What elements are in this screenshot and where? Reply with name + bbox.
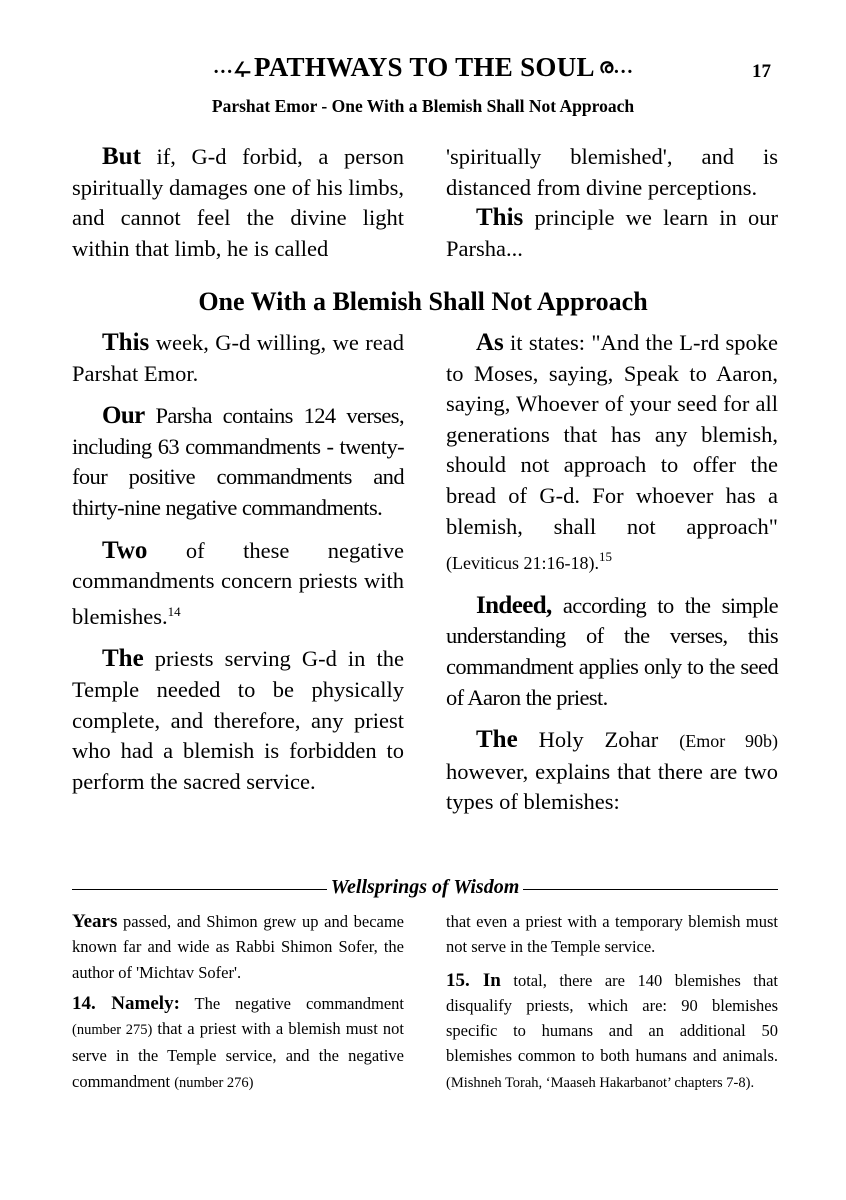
- footnote-marker: 14: [167, 603, 181, 619]
- paragraph-the-priests: [72, 644, 404, 797]
- footnotes-left-column: [72, 909, 404, 1096]
- footnote-text: passed, and Shimon grew up and became known far and wide as Rabbi Shimon Sofer, the author of 'Michtav Sofer'.: [72, 912, 404, 982]
- footnote-divider: [72, 878, 778, 900]
- section-heading: One With a Blemish Shall Not Approach: [198, 287, 648, 316]
- paragraph-holy-zohar: [446, 725, 778, 818]
- lead-word: Years: [72, 911, 118, 932]
- footnote-marker: 15: [598, 549, 612, 565]
- intro-left-column: [72, 142, 404, 264]
- paragraph-this-week: [72, 328, 404, 389]
- lead-word: Two: [102, 536, 148, 564]
- lead-word: This: [102, 329, 150, 356]
- ornament-right-icon: ര…: [598, 56, 634, 78]
- footnote-number: 14. Namely:: [72, 992, 180, 1014]
- footnote-15: [446, 968, 778, 1096]
- lead-word: Indeed,: [476, 591, 552, 619]
- intro-paragraph-1: [72, 142, 404, 264]
- main-right-column: [446, 328, 778, 818]
- paragraph-text: priests serving G-d in the Temple needed to be physically complete, and therefore, any priest who had a blemish is forbidden to perform the sacred service.: [72, 646, 404, 794]
- citation: (Mishneh Torah, ‘Maaseh Hakarbanot’ chapters 7-8).: [446, 1074, 755, 1091]
- book-title: PATHWAYS TO THE SOUL: [253, 52, 595, 82]
- lead-word: The: [102, 645, 144, 673]
- ornament-left-icon: …ഺ: [212, 56, 250, 78]
- footnotes-right-column: [446, 909, 778, 1096]
- paragraph-indeed: [446, 591, 778, 713]
- divider-label: Wellsprings of Wisdom: [327, 876, 524, 898]
- footnote-number: 15. In: [446, 969, 501, 991]
- main-left-column: [72, 328, 404, 797]
- paragraph-as-it-states: [446, 328, 778, 579]
- citation: (Leviticus 21:16-18).: [446, 553, 599, 574]
- footnote-years-passed: [72, 909, 404, 985]
- paragraph-text: however, explains that there are two types of blemishes:: [446, 758, 778, 815]
- lead-word: This: [476, 204, 524, 232]
- paragraph-text: week, G-d willing, we read Parshat Emor.: [72, 330, 404, 386]
- intro-right-column: [446, 142, 778, 264]
- footnote-text: that a priest with a blemish must not serve in the Temple service, and the negative commandment: [72, 1019, 404, 1091]
- running-header: [0, 52, 846, 83]
- paragraph-text: if, G-d forbid, a person spiritually damages one of his limbs, and cannot feel the divine light within that limb, he is called: [72, 144, 404, 261]
- lead-word: Our: [102, 402, 145, 430]
- paragraph-text: Holy Zohar: [517, 727, 680, 753]
- citation: (number 276): [174, 1074, 254, 1091]
- lead-word: The: [476, 726, 518, 754]
- citation: (Emor 90b): [679, 731, 778, 752]
- paragraph-text: Parsha contains 124 verses, including 63 commandments - twenty-four positive commandments and thirty-nine negative commandments.: [72, 403, 404, 520]
- paragraph-text: according to the simple understanding of the verses, this commandment applies only to the seed of Aaron the priest.: [446, 592, 778, 710]
- paragraph-text: principle we learn in our Parsha...: [446, 205, 778, 261]
- divider-label-wrap: [72, 876, 778, 899]
- chapter-subtitle: Parshat Emor - One With a Blemish Shall Not Approach: [211, 96, 635, 116]
- footnote-14-continued: that even a priest with a temporary blemish must not serve in the Temple service.: [446, 912, 778, 957]
- intro-paragraph-2: 'spiritually blemished', and is distanced from divine perceptions.: [446, 144, 778, 200]
- footnote-14: [72, 991, 404, 1096]
- paragraph-two-of-these: [72, 536, 404, 633]
- lead-word: But: [102, 143, 141, 170]
- footnote-text: The negative commandment: [179, 993, 404, 1013]
- citation: (number 275): [72, 1022, 153, 1039]
- footnote-text: total, there are 140 blemishes that disqualify priests, which are: 90 blemishes specific to humans and an additional 50 blemishes common to both humans and animals.: [446, 970, 778, 1066]
- paragraph-text: of these negative commandments concern priests with blemishes.: [72, 537, 404, 629]
- page-number: 17: [752, 61, 771, 82]
- paragraph-our-parsha: [72, 401, 404, 523]
- paragraph-text: it states: "And the L-rd spoke to Moses, saying, Speak to Aaron, saying, Whoever of your seed for all generations that has any blemish, should not approach to offer the bread of G-d. For whoever has a blemish, shall not approach": [446, 330, 778, 539]
- lead-word: As: [476, 329, 504, 356]
- intro-paragraph-3: [446, 203, 778, 264]
